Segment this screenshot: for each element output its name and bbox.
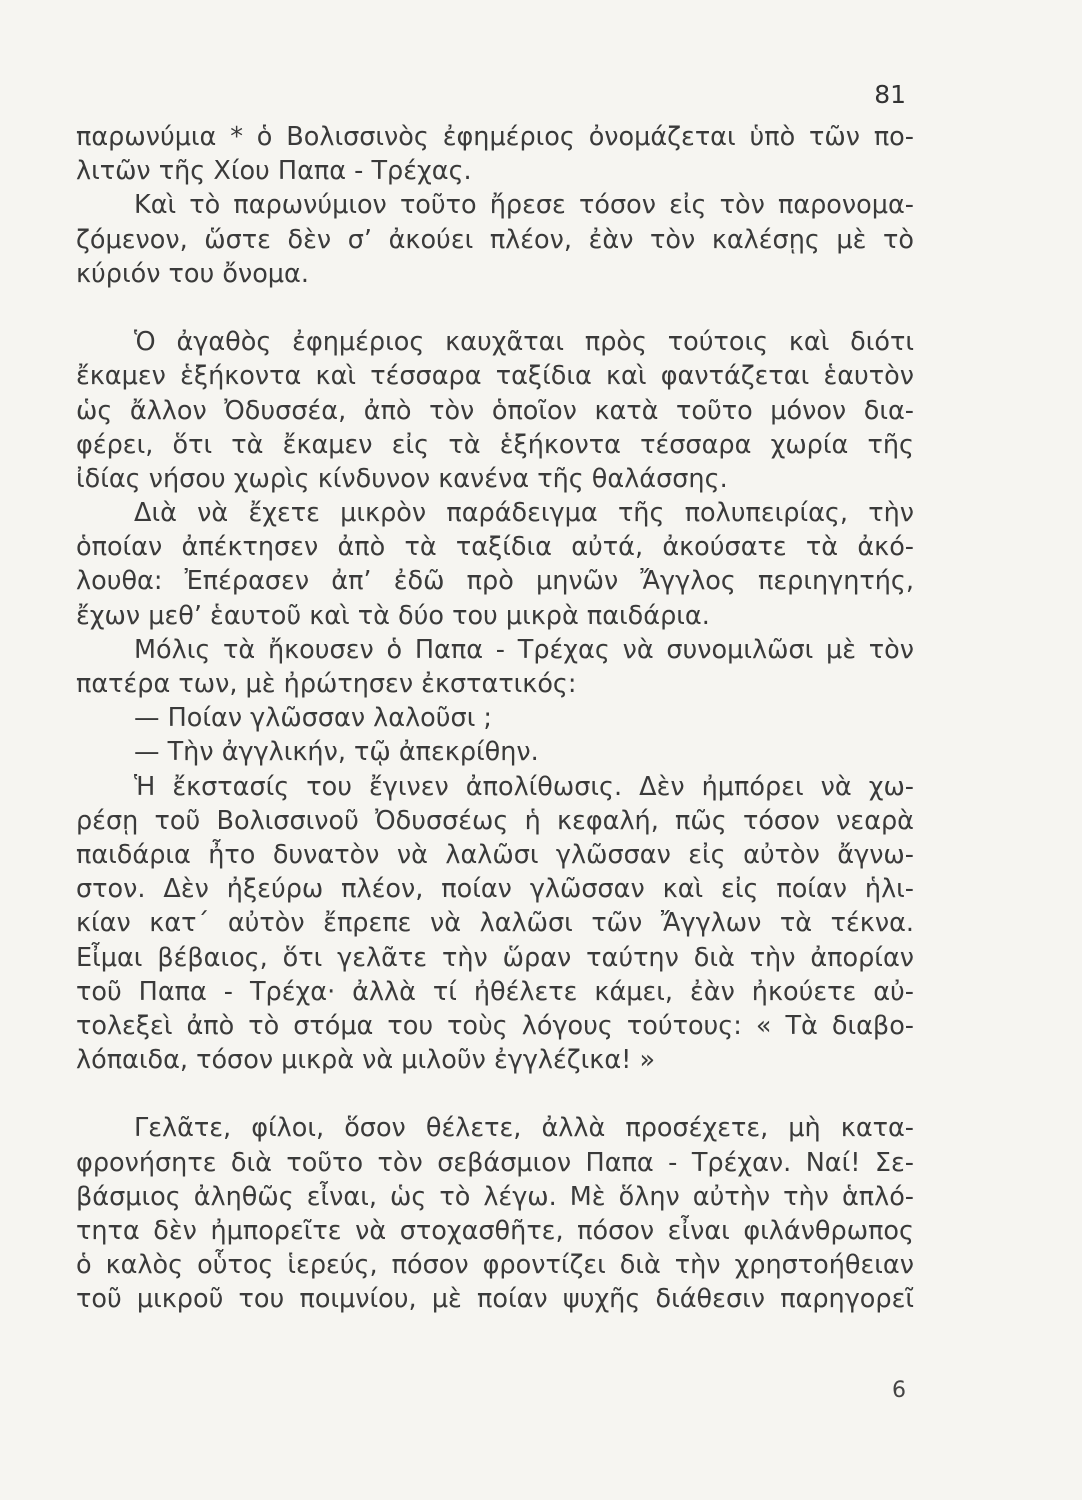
- text-line: τοῦ Παπα - Τρέχα· ἀλλὰ τί ἠθέλετε κάμει, ἐὰν ἠκούετε αὐ-: [76, 976, 914, 1007]
- paragraph-gap: [76, 1077, 914, 1111]
- text-line: Καὶ τὸ παρωνύμιον τοῦτο ἤρεσε τόσον εἰς τὸν παρονομα-: [134, 190, 914, 221]
- text-line: ρέσῃ τοῦ Βολισσινοῦ Ὀδυσσέως ἡ κεφαλή, πῶς τόσον νεαρὰ: [76, 805, 914, 836]
- text-line: ἔκαμεν ἑξήκοντα καὶ τέσσαρα ταξίδια καὶ φαντάζεται ἑαυτὸν: [76, 361, 914, 392]
- text-line: λουθα: Ἐπέρασεν ἀπ’ ἐδῶ πρὸ μηνῶν Ἄγγλος περιηγητής,: [76, 566, 914, 597]
- text-line: τητα δὲν ἠμπορεῖτε νὰ στοχασθῆτε, πόσον εἶναι φιλάνθρωπος: [76, 1216, 914, 1246]
- text-line: ἰδίας νήσου χωρὶς κίνδυνον κανένα τῆς θαλάσσης.: [76, 463, 728, 494]
- text-line: Εἶμαι βέβαιος, ὅτι γελᾶτε τὴν ὥραν ταύτην διὰ τὴν ἀπορίαν: [76, 942, 914, 973]
- text-line: Ἡ ἔκστασίς του ἔγινεν ἀπολίθωσις. Δὲν ἠμπόρει νὰ χω-: [134, 771, 914, 802]
- text-line: ζόμενον, ὥστε δὲν σ’ ἀκούει πλέον, ἐὰν τὸν καλέσῃς μὲ τὸ: [76, 224, 914, 255]
- text-line: φρονήσητε διὰ τοῦτο τὸν σεβάσμιον Παπα - Τρέχαν. Ναί! Σε-: [76, 1147, 914, 1178]
- dialogue-line: — Τὴν ἀγγλικήν, τῷ ἀπεκρίθην.: [134, 737, 539, 768]
- text-line: λιτῶν τῆς Χίου Παπα - Τρέχας.: [76, 156, 472, 187]
- text-line: Γελᾶτε, φίλοι, ὅσον θέλετε, ἀλλὰ προσέχετε, μὴ κατα-: [134, 1113, 914, 1144]
- text-line: πατέρα των, μὲ ἠρώτησεν ἐκστατικός:: [76, 669, 577, 699]
- text-line: Διὰ νὰ ἔχετε μικρὸν παράδειγμα τῆς πολυπειρίας, τὴν: [134, 498, 914, 529]
- text-line: στον. Δὲν ἠξεύρω πλέον, ποίαν γλῶσσαν καὶ εἰς ποίαν ἡλι-: [76, 874, 914, 905]
- text-line: κίαν κατ΄ αὐτὸν ἔπρεπε νὰ λαλῶσι τῶν Ἄγγλων τὰ τέκνα.: [76, 908, 914, 939]
- text-line: ἔχων μεθ’ ἑαυτοῦ καὶ τὰ δύο του μικρὰ παιδάρια.: [76, 600, 710, 631]
- text-line: τολεξεὶ ἀπὸ τὸ στόμα του τοὺς λόγους τούτους: « Τὰ διαβο-: [76, 1010, 914, 1041]
- text-line: ὁ καλὸς οὗτος ἱερεύς, πόσον φροντίζει διὰ τὴν χρηστοήθειαν: [76, 1250, 914, 1281]
- signature-mark: 6: [892, 1378, 906, 1403]
- text-line: κύριόν του ὄνομα.: [76, 258, 309, 289]
- text-line: φέρει, ὅτι τὰ ἔκαμεν εἰς τὰ ἑξήκοντα τέσσαρα χωρία τῆς: [76, 429, 914, 460]
- paragraph-gap: [76, 291, 914, 325]
- text-line: τοῦ μικροῦ του ποιμνίου, μὲ ποίαν ψυχῆς διάθεσιν παρηγορεῖ: [76, 1284, 914, 1315]
- dialogue-line: — Ποίαν γλῶσσαν λαλοῦσι ;: [134, 703, 493, 734]
- body-text: [76, 120, 914, 1317]
- text-line: λόπαιδα, τόσον μικρὰ νὰ μιλοῦν ἐγγλέζικα! »: [76, 1045, 656, 1076]
- text-line: Ὁ ἀγαθὸς ἐφημέριος καυχᾶται πρὸς τούτοις καὶ διότι: [134, 327, 914, 358]
- text-line: ὡς ἄλλον Ὀδυσσέα, ἀπὸ τὸν ὁποῖον κατὰ τοῦτο μόνον δια-: [76, 395, 914, 426]
- text-line: Μόλις τὰ ἤκουσεν ὁ Παπα - Τρέχας νὰ συνομιλῶσι μὲ τὸν: [134, 634, 914, 665]
- text-line: παιδάρια ἦτο δυνατὸν νὰ λαλῶσι γλῶσσαν εἰς αὐτὸν ἄγνω-: [76, 839, 914, 870]
- page-number: 81: [874, 80, 906, 109]
- text-line: ὁποίαν ἀπέκτησεν ἀπὸ τὰ ταξίδια αὐτά, ἀκούσατε τὰ ἀκό-: [76, 532, 914, 563]
- text-line: παρωνύμια * ὁ Βολισσινὸς ἐφημέριος ὀνομάζεται ὑπὸ τῶν πο-: [76, 122, 914, 152]
- text-line: βάσμιος ἀληθῶς εἶναι, ὡς τὸ λέγω. Μὲ ὅλην αὐτὴν τὴν ἁπλό-: [76, 1181, 914, 1212]
